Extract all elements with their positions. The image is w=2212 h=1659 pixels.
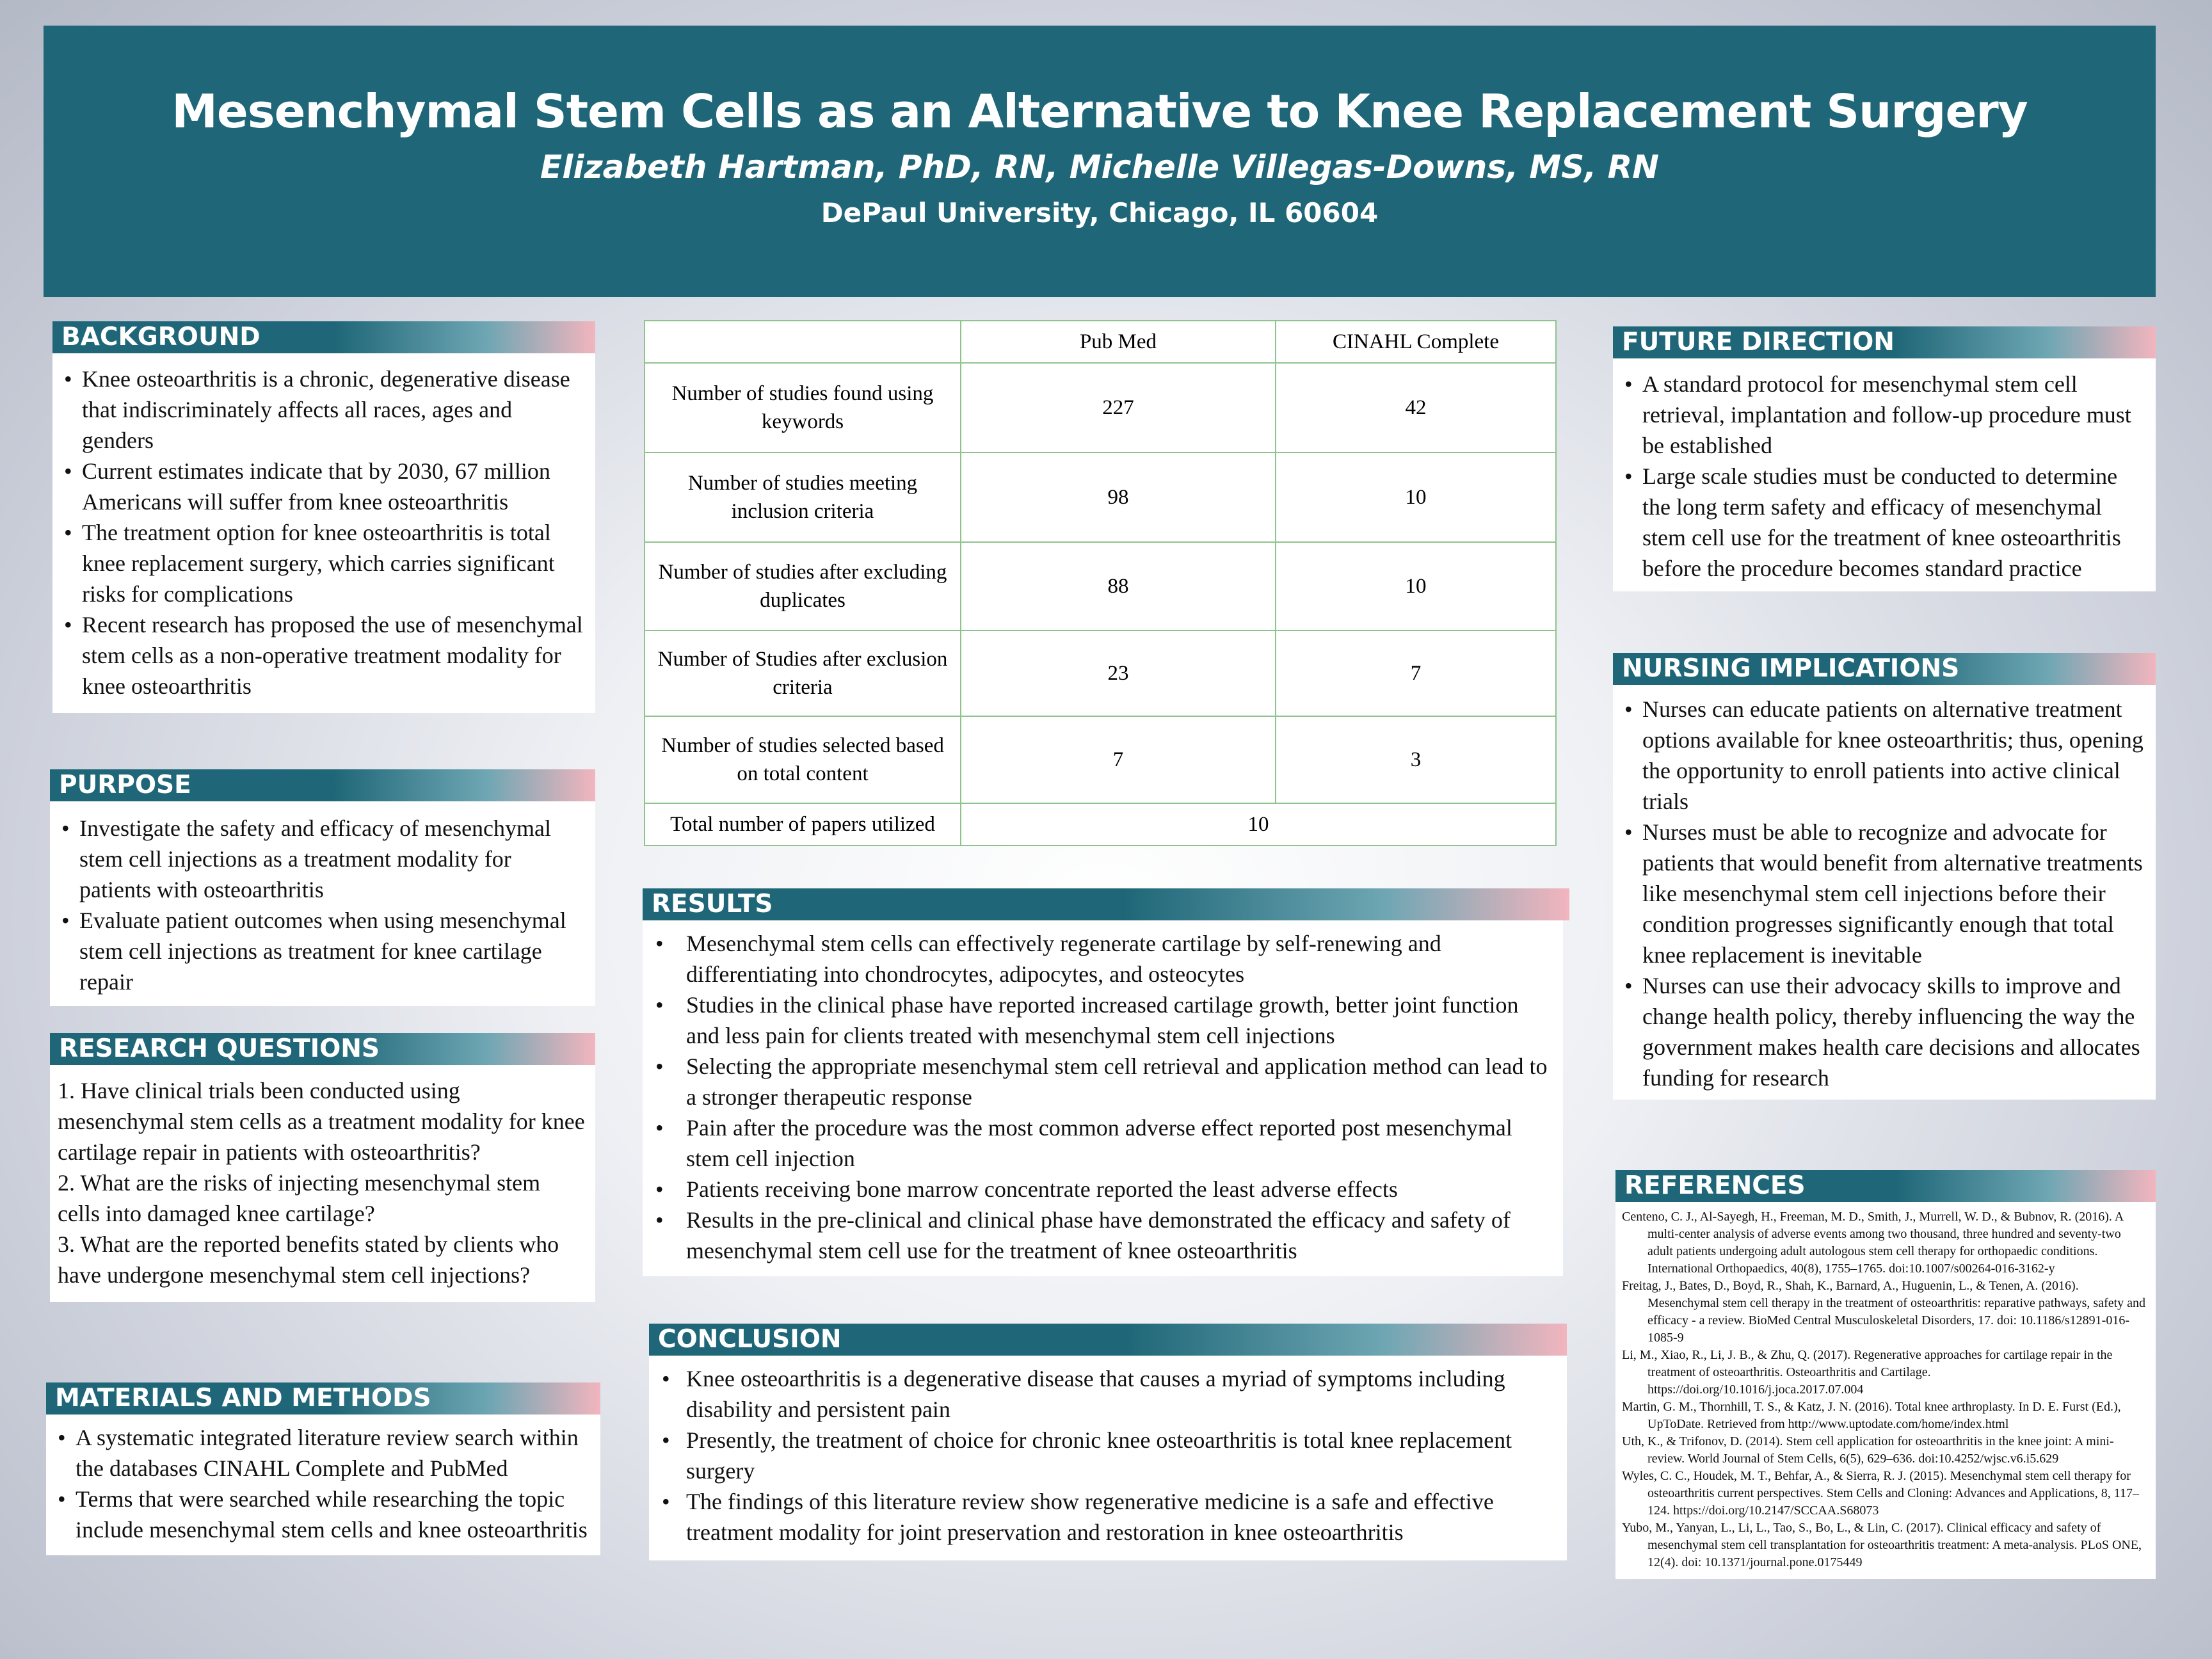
conclusion-list <box>658 1363 1558 1548</box>
row-label: Number of studies found using keywords <box>645 363 961 453</box>
list-item: • Studies in the clinical phase have reported increased cartilage growth, better joint function and less pain for clients treated with mesenchymal stem cell injections <box>652 990 1554 1051</box>
table-header-cinahl: CINAHL Complete <box>1276 321 1556 363</box>
poster-authors: Elizabeth Hartman, PhD, RN, Michelle Villegas-Downs, MS, RN <box>540 148 1659 186</box>
list-item: • Recent research has proposed the use of mesenchymal stem cells as a non-operative treatment modality for knee osteoarthritis <box>60 609 588 701</box>
cell-cinahl: 3 <box>1276 716 1556 803</box>
reference-item: Wyles, C. C., Houdek, M. T., Behfar, A., & Sierra, R. J. (2015). Mesenchymal stem cell therapy for osteoarthritis current perspectives. Stem Cells and Cloning: Advances and Applications, 8, 117–124. https://doi.org/10.2147/SCCAA.S68073 <box>1622 1469 2140 1518</box>
row-label: Number of studies after excluding duplicates <box>645 542 961 630</box>
row-label: Number of Studies after exclusion criteria <box>645 630 961 716</box>
table-row <box>645 630 1556 716</box>
list-item: • The findings of this literature review show regenerative medicine is a safe and effective treatment modality for joint preservation and restoration in knee osteoarthritis <box>658 1486 1558 1548</box>
background-heading: BACKGROUND <box>52 321 595 353</box>
table-header-pubmed: Pub Med <box>961 321 1276 363</box>
list-item: • A standard protocol for mesenchymal stem cell retrieval, implantation and follow-up procedure must be established <box>1621 369 2148 461</box>
cell-cinahl: 10 <box>1276 453 1556 542</box>
results-section <box>643 888 1569 1276</box>
nursing-implications-list <box>1621 694 2148 1093</box>
total-label: Total number of papers utilized <box>645 803 961 846</box>
cell-pubmed: 23 <box>961 630 1276 716</box>
poster-affiliation: DePaul University, Chicago, IL 60604 <box>821 197 1379 228</box>
purpose-list <box>58 813 588 997</box>
references-heading: REFERENCES <box>1615 1170 2156 1202</box>
future-direction-heading: FUTURE DIRECTION <box>1613 326 2156 358</box>
cell-pubmed: 88 <box>961 542 1276 630</box>
reference-item: Centeno, C. J., Al-Sayegh, H., Freeman, M. D., Smith, J., Murrell, W. D., & Bubnov, R. (2016). A multi-center analysis of adverse events among two thousand, three hundred and seventy-two adult patients undergoing adult autologous stem cell therapy for orthopaedic conditions. International Orthopaedics, 40(8), 1755–1765. doi:10.1007/s00264-016-3162-y <box>1622 1210 2124 1276</box>
list-item: • Results in the pre-clinical and clinical phase have demonstrated the efficacy and safety of mesenchymal stem cell use for the treatment of knee osteoarthritis <box>652 1205 1554 1266</box>
list-item: • Investigate the safety and efficacy of mesenchymal stem cell injections as a treatment modality for patients with osteoarthritis <box>58 813 588 905</box>
list-item: • Evaluate patient outcomes when using mesenchymal stem cell injections as treatment for knee cartilage repair <box>58 905 588 997</box>
reference-item: Martin, G. M., Thornhill, T. S., & Katz, J. N. (2016). Total knee arthroplasty. In D. E. Furst (Ed.), UpToDate. Retrieved from http://www.uptodate.com/home/index.html <box>1622 1400 2121 1431</box>
table-row <box>645 716 1556 803</box>
total-value: 10 <box>961 803 1556 846</box>
nursing-implications-section <box>1613 653 2156 1100</box>
table-row <box>645 453 1556 542</box>
reference-item: Li, M., Xiao, R., Li, J. B., & Zhu, Q. (2017). Regenerative approaches for cartilage repair in the treatment of osteoarthritis. Osteoarthritis and Cartilage. https://doi.org/10.1016/j.joca.2017.07.004 <box>1622 1348 2113 1397</box>
cell-cinahl: 42 <box>1276 363 1556 453</box>
list-item: • Selecting the appropriate mesenchymal stem cell retrieval and application method can lead to a stronger therapeutic response <box>652 1051 1554 1112</box>
reference-item: Uth, K., & Trifonov, D. (2014). Stem cell application for osteoarthritis in the knee joint: A mini-review. World Journal of Stem Cells, 6(5), 629–636. doi:10.4252/wjsc.v6.i5.629 <box>1622 1434 2114 1466</box>
list-item: • Patients receiving bone marrow concentrate reported the least adverse effects <box>652 1174 1554 1205</box>
row-label: Number of studies selected based on total content <box>645 716 961 803</box>
list-item: • Mesenchymal stem cells can effectively regenerate cartilage by self-renewing and differentiating into chondrocytes, adipocytes, and osteocytes <box>652 928 1554 990</box>
table-row <box>645 363 1556 453</box>
purpose-section <box>50 769 595 1006</box>
row-label: Number of studies meeting inclusion criteria <box>645 453 961 542</box>
cell-pubmed: 227 <box>961 363 1276 453</box>
reference-item: Yubo, M., Yanyan, L., Li, L., Tao, S., Bo, L., & Lin, C. (2017). Clinical efficacy and safety of mesenchymal stem cell transplantation for osteoarthritis treatment: A meta-analysis. PLoS ONE, 12(4). doi: 10.1371/journal.pone.0175449 <box>1622 1521 2142 1569</box>
methods-list <box>54 1422 593 1545</box>
list-item: • Knee osteoarthritis is a chronic, degenerative disease that indiscriminately affects all races, ages and genders <box>60 364 588 456</box>
list-item: 1. Have clinical trials been conducted using mesenchymal stem cells as a treatment modality for knee cartilage repair in patients with osteoarthritis? <box>58 1078 585 1165</box>
background-section <box>52 321 595 713</box>
results-heading: RESULTS <box>643 888 1569 920</box>
list-item: • Knee osteoarthritis is a degenerative disease that causes a myriad of symptoms including disability and persistent pain <box>658 1363 1558 1425</box>
list-item: 2. What are the risks of injecting mesenchymal stem cells into damaged knee cartilage? <box>58 1170 541 1226</box>
future-direction-list <box>1621 369 2148 584</box>
poster-title: Mesenchymal Stem Cells as an Alternative to Knee Replacement Surgery <box>172 84 2028 138</box>
materials-methods-heading: MATERIALS AND METHODS <box>46 1382 600 1415</box>
research-questions-section <box>50 1033 595 1302</box>
list-item: • Current estimates indicate that by 2030, 67 million Americans will suffer from knee osteoarthritis <box>60 456 588 517</box>
study-selection-table <box>644 320 1557 846</box>
cell-cinahl: 7 <box>1276 630 1556 716</box>
reference-item: Freitag, J., Bates, D., Boyd, R., Shah, K., Barnard, A., Huguenin, L., & Tenen, A. (2016). Mesenchymal stem cell therapy in the treatment of osteoarthritis: reparative pathways, safety and efficacy - a review. BioMed Central Musculoskeletal Disorders, 17. doi: 10.1186/s12891-016-1085-9 <box>1622 1279 2146 1345</box>
list-item: • Presently, the treatment of choice for chronic knee osteoarthritis is total knee replacement surgery <box>658 1425 1558 1486</box>
title-banner <box>44 26 2156 297</box>
cell-pubmed: 98 <box>961 453 1276 542</box>
table-total-row <box>645 803 1556 846</box>
references-section <box>1615 1170 2156 1579</box>
cell-pubmed: 7 <box>961 716 1276 803</box>
results-list <box>652 928 1554 1266</box>
research-questions-list <box>50 1065 595 1302</box>
cell-cinahl: 10 <box>1276 542 1556 630</box>
materials-methods-section <box>46 1382 600 1555</box>
list-item: • Large scale studies must be conducted to determine the long term safety and efficacy of mesenchymal stem cell use for the treatment of knee osteoarthritis before the procedure becomes standard practice <box>1621 461 2148 584</box>
list-item: • A systematic integrated literature review search within the databases CINAHL Complete and PubMed <box>54 1422 593 1484</box>
list-item: 3. What are the reported benefits stated by clients who have undergone mesenchymal stem cell injections? <box>58 1231 559 1288</box>
nursing-implications-heading: NURSING IMPLICATIONS <box>1613 653 2156 685</box>
references-list <box>1615 1202 2156 1579</box>
table-header-row <box>645 321 1556 363</box>
background-list <box>60 364 588 701</box>
list-item: • Nurses can use their advocacy skills to improve and change health policy, thereby influencing the way the government makes health care decisions and allocates funding for research <box>1621 970 2148 1093</box>
list-item: • Pain after the procedure was the most common adverse effect reported post mesenchymal stem cell injection <box>652 1112 1554 1174</box>
purpose-heading: PURPOSE <box>50 769 595 801</box>
research-questions-heading: RESEARCH QUESTIONS <box>50 1033 595 1065</box>
future-direction-section <box>1613 326 2156 591</box>
list-item: • Nurses can educate patients on alternative treatment options available for knee osteoarthritis; thus, opening the opportunity to enroll patients into active clinical trials <box>1621 694 2148 817</box>
table-header-blank <box>645 321 961 363</box>
list-item: • Nurses must be able to recognize and advocate for patients that would benefit from alternative treatments like mesenchymal stem cell injections before their condition progresses significantly enough that total knee replacement is inevitable <box>1621 817 2148 970</box>
list-item: • Terms that were searched while researching the topic include mesenchymal stem cells and knee osteoarthritis <box>54 1484 593 1545</box>
conclusion-section <box>649 1324 1567 1560</box>
list-item: • The treatment option for knee osteoarthritis is total knee replacement surgery, which carries significant risks for complications <box>60 517 588 609</box>
conclusion-heading: CONCLUSION <box>649 1324 1567 1356</box>
table-row <box>645 542 1556 630</box>
